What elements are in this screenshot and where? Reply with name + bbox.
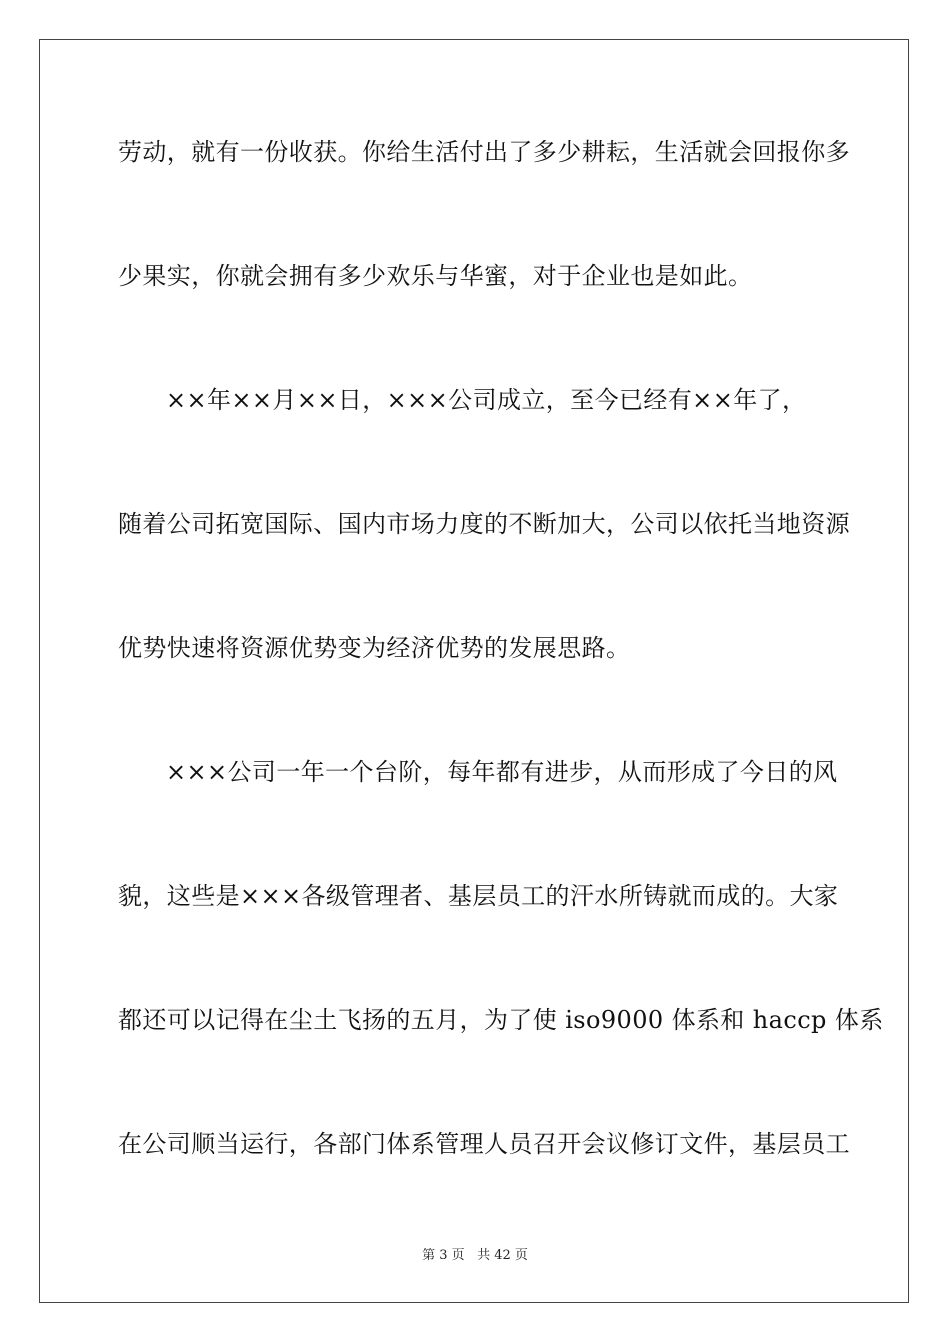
body-text-line: 劳动，就有一份收获。你给生活付出了多少耕耘，生活就会回报你多 xyxy=(118,138,850,166)
total-pages: 共 42 页 xyxy=(477,1248,528,1263)
page-border xyxy=(39,39,909,1303)
page-number: 第 3 页 xyxy=(422,1248,465,1263)
body-text-line: ×××公司一年一个台阶，每年都有进步，从而形成了今日的风 xyxy=(166,758,838,786)
body-text-line: 都还可以记得在尘土飞扬的五月，为了使 iso9000 体系和 haccp 体系 xyxy=(118,1006,884,1034)
body-text-line: 少果实，你就会拥有多少欢乐与华蜜，对于企业也是如此。 xyxy=(118,262,753,290)
body-text-line: 优势快速将资源优势变为经济优势的发展思路。 xyxy=(118,634,631,662)
body-text-line: 随着公司拓宽国际、国内市场力度的不断加大，公司以依托当地资源 xyxy=(118,510,850,538)
body-text-line: ××年××月××日，×××公司成立，至今已经有××年了， xyxy=(166,386,807,414)
page-footer xyxy=(0,1247,950,1265)
body-text-line: 貌，这些是×××各级管理者、基层员工的汗水所铸就而成的。大家 xyxy=(118,882,839,910)
body-text-line: 在公司顺当运行，各部门体系管理人员召开会议修订文件，基层员工 xyxy=(118,1130,850,1158)
